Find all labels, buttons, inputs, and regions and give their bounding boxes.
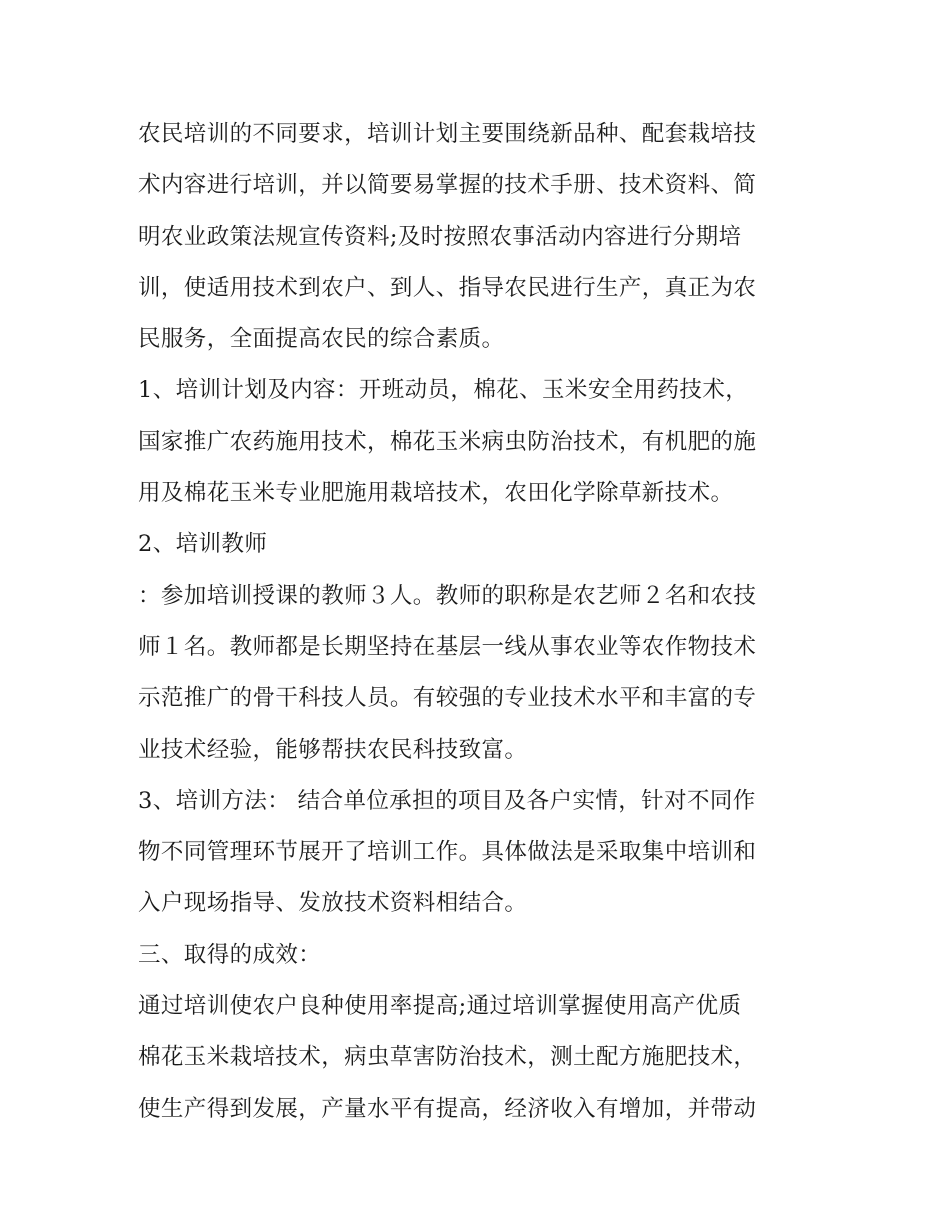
text-line: 国家推广农药施用技术，棉花玉米病虫防治技术，有机肥的施: [138, 428, 757, 455]
text-line: 棉花玉米栽培技术，病虫草害防治技术，测土配方施肥技术，: [138, 1044, 757, 1071]
text-line: 入户现场指导、发放技术资料相结合。: [138, 890, 528, 917]
text-line: 明农业政策法规宣传资料;及时按照农事活动内容进行分期培: [138, 223, 742, 250]
text-line: 用及棉花玉米专业肥施用栽培技术，农田化学除草新技术。: [138, 480, 734, 507]
text-line: 农民培训的不同要求，培训计划主要围绕新品种、配套栽培技: [138, 121, 757, 147]
section-heading-3: 3、培训方法： 结合单位承担的项目及各户实情，针对不同作: [138, 787, 756, 814]
text-line: 物不同管理环节展开了培训工作。具体做法是采取集中培训和: [138, 839, 757, 866]
section-heading-results: 三、取得的成效：: [138, 941, 322, 968]
document-body: [138, 109, 838, 1135]
text-line: 使生产得到发展，产量水平有提高，经济收入有增加，并带动: [138, 1095, 757, 1122]
text-line: 师１名。教师都是长期坚持在基层一线从事农业等农作物技术: [138, 633, 757, 660]
text-line: ：参加培训授课的教师３人。教师的职称是农艺师２名和农技: [138, 582, 757, 609]
text-line: 术内容进行培训，并以简要易掌握的技术手册、技术资料、简: [138, 172, 757, 199]
text-line: 示范推广的骨干科技人员。有较强的专业技术水平和丰富的专: [138, 685, 757, 712]
text-line: 业技术经验，能够帮扶农民科技致富。: [138, 736, 528, 763]
text-line: 训，使适用技术到农户、到人、指导农民进行生产，真正为农: [138, 274, 757, 301]
text-line: 通过培训使农户良种使用率提高;通过培训掌握使用高产优质: [138, 993, 742, 1020]
text-line: 民服务，全面提高农民的综合素质。: [138, 326, 505, 353]
section-heading-2: 2、培训教师: [138, 531, 268, 558]
section-heading-1: 1、培训计划及内容：开班动员，棉花、玉米安全用药技术，: [138, 377, 749, 404]
